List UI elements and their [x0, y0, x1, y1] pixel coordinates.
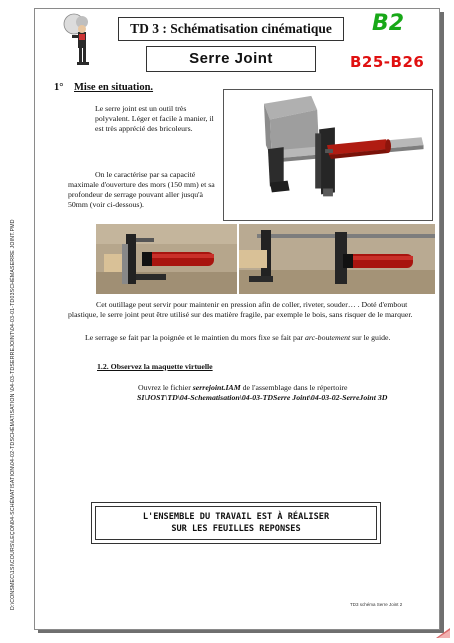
- capacity-paragraph: [68, 170, 220, 210]
- capacity-text: On le caractérise par sa capacité maximale d'ouverture des mors (150 mm) et sa profondeur de serrage pouvant aller jusqu'à 50mm (voir ci-dessous).: [68, 170, 215, 209]
- section-number: 1°: [54, 82, 64, 93]
- usage-paragraph: [68, 300, 432, 320]
- file-path: SI\JOST\TD\04-Schematisation\04-03-TDSerre Joint\04-03-02-SerreJoint 3D: [137, 393, 388, 402]
- clamping-text-start: Le serrage se fait par la poignée et le maintien du mors fixe se fait par: [85, 333, 305, 342]
- clamp-3d-model-image: [223, 89, 433, 221]
- skill-codes-badge: B25-B26: [350, 53, 425, 71]
- clamp-photo-open: [239, 224, 435, 294]
- page-title: TD 3 : Schématisation cinématique: [118, 17, 344, 41]
- intro-paragraph: Le serre joint est un outil très polyvalent. Léger et facile à manier, il est très apprécié des bricoleurs.: [95, 104, 214, 133]
- side-file-path-text: D:\CONSMEC\1SI\COURS\LEÇON04-SCHÉMATISATION\04-02-TDSCHÉMATISATION \04-03-TDSERREJOINT\04-03-01-TD03SCHÉMASERRE JOINT.PMD: [10, 219, 16, 610]
- logo-figure-icon: [58, 12, 104, 70]
- clamping-paragraph: [85, 333, 435, 343]
- instruction-end: de l'assemblage dans le répertoire: [240, 383, 348, 392]
- level-badge: B2: [372, 11, 405, 36]
- subsection-title: 1.2. Observez la maquette virtuelle: [97, 362, 213, 371]
- notice-line-2: SUR LES FEUILLES REPONSES: [171, 524, 301, 534]
- clamping-text-end: sur le guide.: [350, 333, 391, 342]
- clamp-photo-closed: [96, 224, 237, 294]
- side-file-path: [2, 50, 16, 610]
- notice-line-1: L'ENSEMBLE DU TRAVAIL EST À RÉALISER: [142, 512, 330, 522]
- clamping-keyword: arc-boutement: [304, 333, 351, 342]
- usage-text: Cet outillage peut servir pour maintenir en pression afin de coller, riveter, souder… . Doté d'embout plastique, le serre joint peut être utilisé sur des matière fragile, par exemple le bois, sans risquer de le marquer.: [68, 300, 413, 319]
- instruction-start: Ouvrez le fichier: [138, 383, 193, 392]
- page-subtitle: Serre Joint: [146, 46, 316, 72]
- section-title: Mise en situation.: [74, 82, 154, 93]
- notice-box: [95, 506, 377, 540]
- file-name: serrejoint.IAM: [192, 383, 241, 392]
- page-curl-icon: [436, 628, 450, 638]
- page-footer: TD3 schéma Serre Joint 2: [350, 602, 403, 607]
